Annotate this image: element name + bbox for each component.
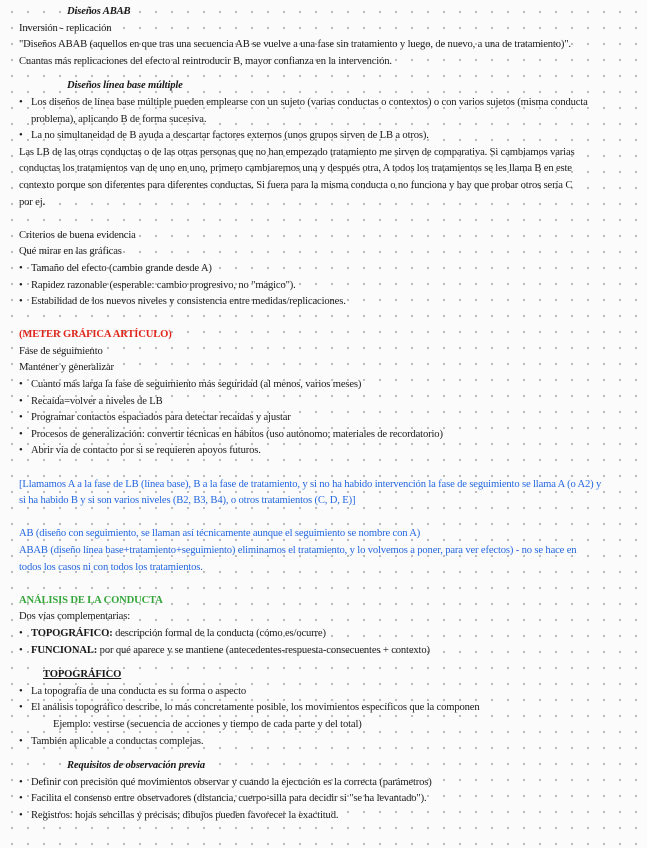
bullet-item: • Definir con precisión qué movimientos observar y cuando la ejecución es la correcta (parámetros) [19,775,629,792]
paragraph-line: Las LB de las otras conductas o de las otras personas que no han empezado tratamiento me sirven de comparativa. Si cambiamos varias [19,146,575,158]
bullet-item: • Procesos de generalización: convertir técnicas en hábitos (uso autónomo; materiales de recordatorio) [19,427,629,444]
paragraph-line: contexto porque son diferentes para diferentes conductas. Si fuera para la misma conducta o no funciona y hay que probar otros sería C [19,179,573,191]
heading-requisitos: Requisitos de observación previa [67,760,205,772]
bullet-item [19,643,629,660]
bullet-text: por qué aparece y se mantiene (antecedentes-respuesta-consecuentes + contexto) [97,644,430,656]
heading-abab: Diseños ABAB [67,6,131,17]
text-line: Fase de seguimiento [19,345,103,357]
text-line: Qué mirar en las gráficas [19,246,122,258]
bullet-item: • Rapidez razonable (esperable: cambio progresivo, no "mágico"). [19,278,629,295]
bullet-item: • Tamaño del efecto (cambio grande desde A) [19,261,629,278]
bullet-item: • Programar contactos espaciados para detectar recaídas y ajustar [19,410,629,427]
bullet-item: • También aplicable a conductas complejas. [19,734,629,751]
bullet-item [19,626,629,643]
bold-label: FUNCIONAL: [31,644,98,656]
bullet-item: • La topografía de una conducta es su forma o aspecto [19,684,629,701]
bullet-text: descripción formal de la conducta (cómo es/ocurre) [112,627,326,639]
bullet-item: • Registros: hojas sencillas y precisas; dibujos pueden favorecer la exactitud. [19,808,629,825]
text-line: Inversión - replicación [19,22,112,34]
blue-note: AB (diseño con seguimiento, se llaman así técnicamente aunque el seguimiento se nombre con A) [19,528,421,540]
bullet-item: • Los diseños de línea base múltiple pueden emplearse con un sujeto (varias conductas o contextos) o con varios sujetos (misma conducta [19,95,629,112]
text-line: Cuantas más replicaciones del efecto al reintroducir B, mayor confianza en la intervención. [19,55,392,67]
section-heading-analisis: ANÁLISIS DE LA CONDUCTA [19,594,163,606]
red-note: (METER GRÁFICA ARTÍCULO) [19,329,172,341]
text-line: Criterios de buena evidencia [19,229,136,241]
blue-note: ABAB (diseño línea base+tratamiento+seguimiento) eliminamos el tratamiento, y lo volvemos a poner, para ver efectos) - no se hace en [19,545,577,556]
blue-note: todos los casos ni con todos los tratamientos. [19,561,203,573]
paragraph-line: por ej. [19,196,46,208]
heading-topografico: TOPOGRÁFICO [43,669,122,681]
document-page [19,4,629,825]
blue-note: [Llamamos A a la fase de LB (línea base), B a la fase de tratamiento, y si no ha habido intervención la fase de seguimiento se llama A (o A2) y [19,478,602,490]
heading-linea-base: Diseños línea base múltiple [67,80,183,92]
bullet-continuation: problema), aplicando B de forma sucesiva. [31,113,207,125]
paragraph-line: conductas los tratamientos van de uno en uno, primero cambiaremos una y después otra. A todos los tratamientos se les llama B en este [19,163,572,175]
bullet-item: • Cuanto más larga la fase de seguimiento más seguridad (al menos, varios meses) [19,377,629,394]
bullet-subitem: Ejemplo: vestirse (secuencia de acciones y tiempo de cada parte y del total) [53,718,362,730]
blue-note: si ha habido B y si son varios niveles (B2, B3, B4), o otros tratamientos (C, D, E)] [19,495,356,507]
bullet-item: • Recaída=volver a niveles de LB [19,394,629,411]
bold-label: TOPOGRÁFICO: [31,627,113,639]
text-line: Mantener y generalizar [19,362,114,374]
bullet-item: • El análisis topográfico describe, lo más concretamente posible, los movimientos específicos que la componen [19,700,629,717]
bullet-item: • Estabilidad de los nuevos niveles y consistencia entre medidas/replicaciones. [19,294,629,311]
bullet-item: • Facilita el consenso entre observadores (distancia, cuerpo-silla para decidir si "se ha levantado"). [19,791,629,808]
bullet-item: • Abrir vía de contacto por si se requieren apoyos futuros. [19,443,629,460]
text-line: Dos vías complementarias: [19,611,130,623]
text-line: "Diseños ABAB (aquellos en que tras una secuencia AB se vuelve a una fase sin tratamiento y luego, de nuevo, a una de tratamiento)". [19,39,571,51]
bullet-item: • La no simultaneidad de B ayuda a descartar factores externos (unos grupos sirven de LB a otros). [19,128,629,145]
